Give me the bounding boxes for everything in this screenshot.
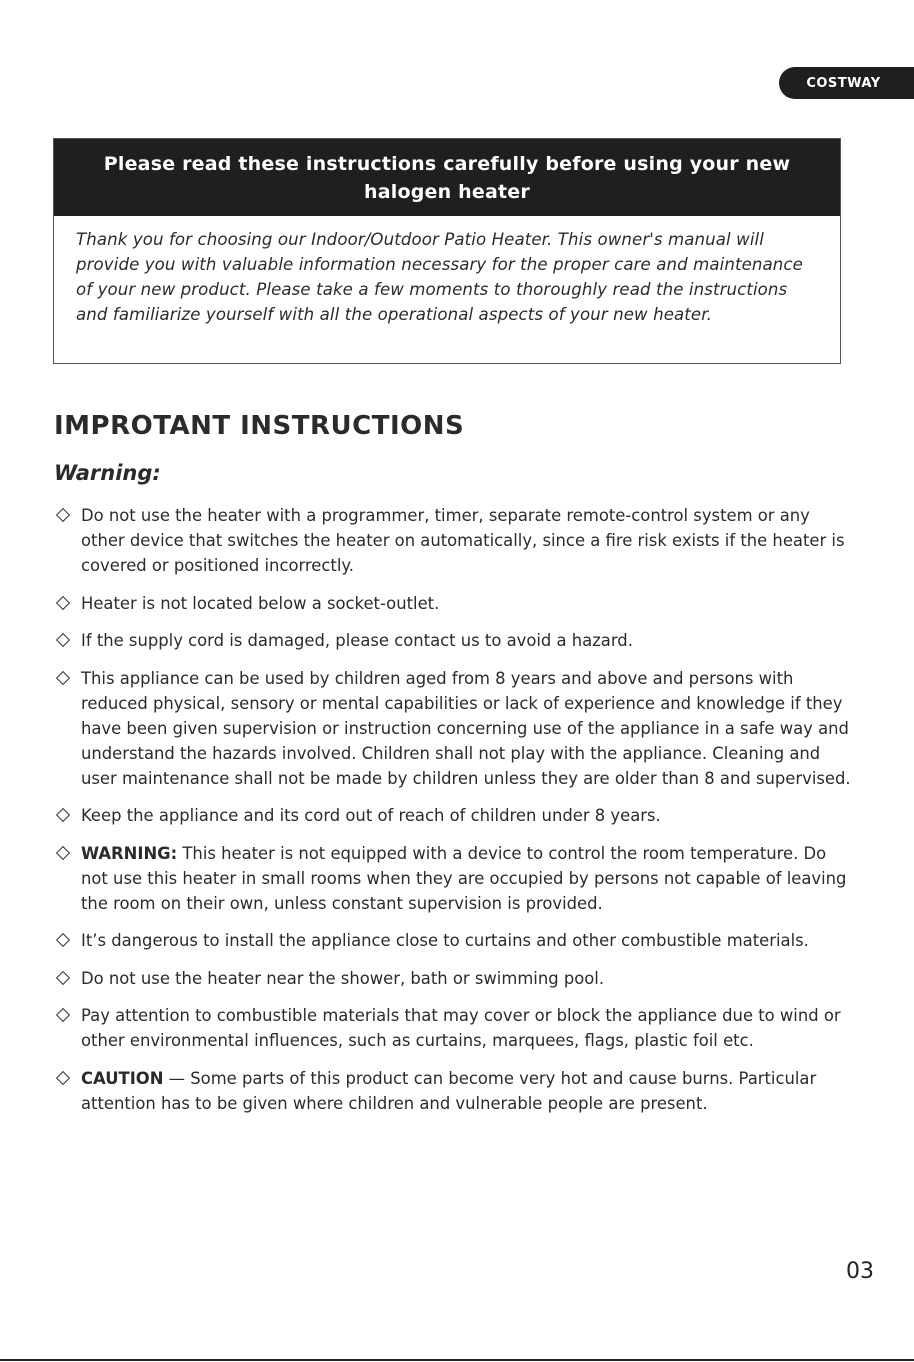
- list-item: [56, 966, 856, 991]
- item-keyword: CAUTION: [81, 1068, 164, 1088]
- list-item: [56, 503, 856, 578]
- diamond-bullet-icon: [56, 970, 70, 984]
- item-text: Do not use the heater with a programmer, timer, separate remote-control system or any other device that switches the heater on automatically, since a fire risk exists if the heater is covered or positioned incorrectly.: [81, 506, 845, 575]
- list-item: [56, 591, 856, 616]
- item-text: If the supply cord is damaged, please contact us to avoid a hazard.: [81, 631, 633, 650]
- bottom-divider: [0, 1359, 914, 1361]
- item-text: — Some parts of this product can become very hot and cause burns. Particular attention has to be given where children and vulnerable people are present.: [81, 1068, 817, 1113]
- diamond-bullet-icon: [56, 1070, 70, 1084]
- diamond-bullet-icon: [56, 508, 70, 522]
- item-text: Do not use the heater near the shower, bath or swimming pool.: [81, 968, 605, 988]
- diamond-bullet-icon: [56, 845, 70, 859]
- section-heading: IMPROTANT INSTRUCTIONS: [54, 411, 465, 441]
- item-text: Keep the appliance and its cord out of reach of children under 8 years.: [81, 806, 661, 825]
- diamond-bullet-icon: [56, 933, 70, 947]
- diamond-bullet-icon: [56, 595, 70, 609]
- diamond-bullet-icon: [56, 1008, 70, 1022]
- item-text: This heater is not equipped with a device to control the room temperature. Do not use this heater in small rooms when they are occupied by persons not capable of leaving the room on their own, unless constant supervision is provided.: [81, 843, 847, 913]
- warning-subheading: Warning:: [54, 461, 161, 485]
- list-item: [56, 1003, 856, 1053]
- list-item: [56, 928, 856, 953]
- intro-body: Thank you for choosing our Indoor/Outdoor Patio Heater. This owner's manual will provide you with valuable information necessary for the proper care and maintenance of your new product. Please take a few moments to thoroughly read the instructions and familiarize yourself with all the operational aspects of your new heater.: [76, 230, 803, 324]
- intro-title-line-1: Please read these instructions carefully before using your new: [103, 152, 791, 175]
- intro-title-line-2: halogen heater: [364, 180, 530, 203]
- item-text: It’s dangerous to install the appliance close to curtains and other combustible materials.: [81, 931, 809, 950]
- list-item: [56, 1066, 856, 1116]
- diamond-bullet-icon: [56, 808, 70, 822]
- item-keyword: WARNING:: [81, 843, 178, 863]
- intro-box: [53, 138, 841, 364]
- brand-name: COSTWAY: [806, 75, 881, 91]
- intro-header: [54, 139, 840, 216]
- item-text: This appliance can be used by children aged from 8 years and above and persons with reduced physical, sensory or mental capabilities or lack of experience and knowledge if they have been given supervision or instruction concerning use of the appliance in a safe way and understand the hazards involved. Children shall not play with the appliance. Cleaning and user maintenance shall not be made by children unless they are older than 8 and supervised.: [81, 668, 851, 788]
- list-item: [56, 628, 856, 653]
- diamond-bullet-icon: [56, 670, 70, 684]
- diamond-bullet-icon: [56, 633, 70, 647]
- list-item: [56, 666, 856, 791]
- list-item: [56, 803, 856, 828]
- item-text: Pay attention to combustible materials that may cover or block the appliance due to wind or other environmental influences, such as curtains, marquees, flags, plastic foil etc.: [81, 1006, 841, 1050]
- warning-list: [56, 503, 856, 1128]
- brand-logo-tab: [779, 67, 914, 99]
- item-text: Heater is not located below a socket-outlet.: [81, 593, 440, 613]
- list-item: [56, 841, 856, 916]
- page-number: 03: [846, 1259, 874, 1284]
